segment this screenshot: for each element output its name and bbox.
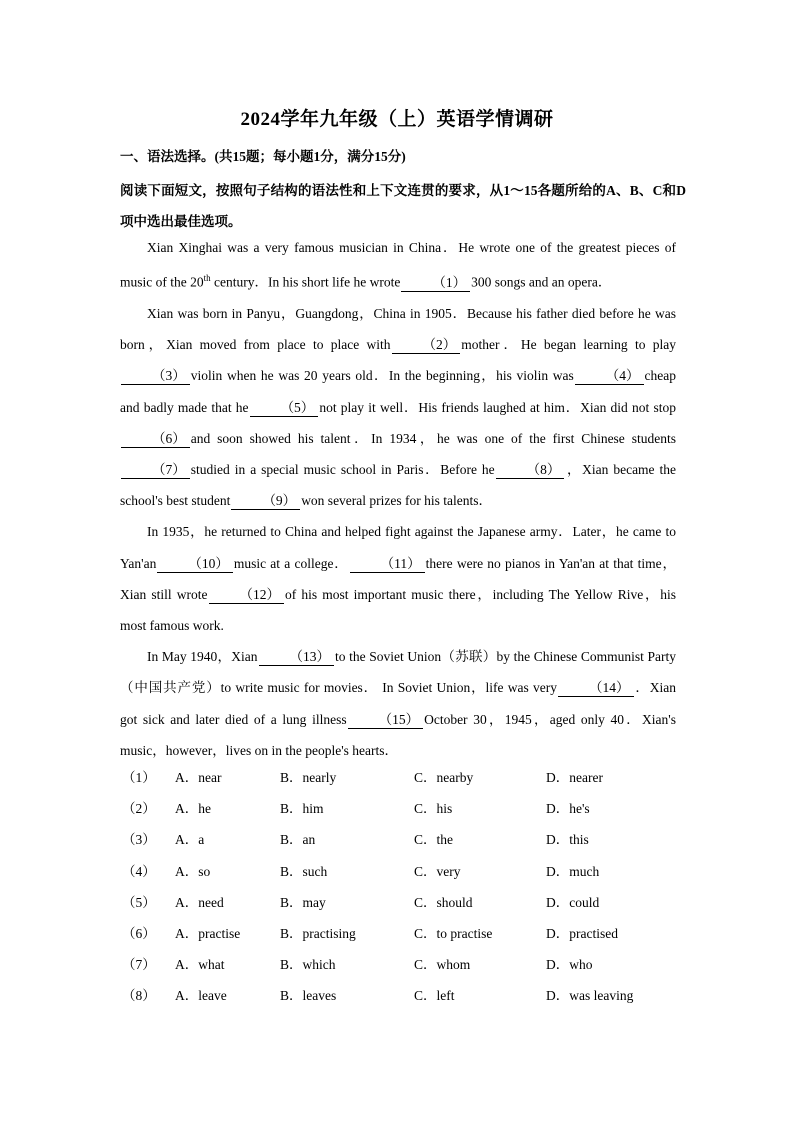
blank-4[interactable]: （4）	[575, 368, 644, 385]
superscript: th	[203, 273, 211, 284]
option-row	[120, 980, 720, 1011]
option-d[interactable]: D．could	[546, 894, 600, 910]
question-number: （4）	[122, 863, 156, 879]
blank-1[interactable]: （1）	[401, 275, 470, 292]
option-a[interactable]: A．need	[175, 894, 224, 910]
question-number: （6）	[122, 925, 156, 941]
option-row	[120, 887, 720, 918]
option-row	[120, 918, 720, 949]
text: mother．He began learning to play	[461, 337, 676, 353]
text: studied in a special music school in Paris．Before he	[190, 461, 495, 477]
option-c[interactable]: C．the	[414, 832, 453, 848]
text: music at a college．	[233, 555, 349, 571]
option-b[interactable]: B．practising	[280, 925, 356, 941]
option-a[interactable]: A．practise	[175, 925, 241, 941]
option-b[interactable]: B．leaves	[280, 988, 337, 1004]
option-a[interactable]: A．leave	[175, 988, 227, 1004]
option-c[interactable]: C．left	[414, 988, 455, 1004]
option-c[interactable]: C．nearby	[414, 770, 474, 785]
question-number: （3）	[122, 832, 156, 848]
blank-13[interactable]: （13）	[259, 649, 335, 666]
option-b[interactable]: B．which	[280, 957, 336, 973]
blank-3[interactable]: （3）	[121, 368, 190, 385]
blank-7[interactable]: （7）	[121, 462, 190, 479]
question-number: （5）	[122, 894, 156, 910]
option-c[interactable]: C．his	[414, 801, 453, 817]
text: of his most important music there，including The Yellow Rive，his most famous work.	[120, 586, 676, 633]
option-row	[120, 793, 720, 824]
paragraph-4	[120, 641, 676, 766]
option-a[interactable]: A．what	[175, 957, 225, 973]
paragraph-2	[120, 298, 676, 516]
passage	[120, 232, 676, 766]
option-a[interactable]: A．near	[175, 770, 222, 785]
option-row	[120, 824, 720, 855]
blank-2[interactable]: （2）	[392, 337, 461, 354]
option-b[interactable]: B．an	[280, 832, 316, 848]
text: century．In his short life he wrote	[210, 274, 401, 290]
blank-6[interactable]: （6）	[121, 431, 190, 448]
blank-11[interactable]: （11）	[350, 556, 425, 573]
option-c[interactable]: C．very	[414, 863, 461, 879]
option-d[interactable]: D．was leaving	[546, 988, 634, 1004]
paragraph-1	[120, 232, 676, 298]
question-number: （8）	[122, 988, 156, 1004]
text: In May 1940，Xian	[147, 649, 258, 665]
text: 300 songs and an opera．	[471, 274, 612, 290]
option-a[interactable]: A．a	[175, 832, 205, 848]
options-list	[120, 762, 720, 1012]
text: ．Xian got sick and later died of a lung illness	[120, 680, 676, 727]
option-b[interactable]: B．nearly	[280, 770, 337, 785]
text: won several prizes for his talents．	[301, 493, 493, 509]
instructions: 阅读下面短文，按照句子结构的语法性和上下文连贯的要求，从1～15各题所给的A、B、C和D项中选出最佳选项。	[120, 183, 686, 229]
blank-12[interactable]: （12）	[209, 587, 285, 604]
blank-8[interactable]: （8）	[496, 462, 565, 479]
option-a[interactable]: A．he	[175, 801, 211, 817]
question-number: （1）	[122, 770, 156, 785]
option-d[interactable]: D．who	[546, 957, 593, 973]
option-b[interactable]: B．may	[280, 894, 326, 910]
option-row	[120, 762, 720, 793]
text: there were no pianos in Yan'an at that time，Xian still wrote	[120, 555, 676, 602]
blank-15[interactable]: （15）	[348, 712, 424, 729]
option-d[interactable]: D．this	[546, 832, 589, 848]
text: violin when he was 20 years old．In the beginning，his violin was	[190, 368, 574, 384]
question-number: （2）	[122, 801, 156, 817]
section-heading: 一、语法选择。(共15题；每小题1分，满分15分)	[120, 149, 406, 164]
question-number: （7）	[122, 957, 156, 973]
blank-10[interactable]: （10）	[157, 556, 233, 573]
text: to the Soviet Union（苏联）by the Chinese Communist Party（中国共产党）to write music for movies． In Soviet Union，life was very	[120, 649, 676, 696]
text: In 1935，he returned to China and helped fight against the Japanese army．Later，he came to Yan'an	[120, 524, 676, 571]
text: not play it well．His friends laughed at him．Xian did not stop	[319, 399, 676, 415]
option-c[interactable]: C．whom	[414, 957, 471, 973]
blank-5[interactable]: （5）	[250, 400, 319, 417]
option-d[interactable]: D．nearer	[546, 770, 603, 785]
option-d[interactable]: D．he's	[546, 801, 590, 817]
option-row	[120, 949, 720, 980]
text: and soon showed his talent．In 1934，he was one of the first Chinese students	[190, 430, 676, 446]
text: Xian was born in Panyu，Guangdong，China in 1905．Because his father died before he was born，Xian moved from place to place with	[120, 305, 676, 353]
option-c[interactable]: C．to practise	[414, 925, 493, 941]
option-b[interactable]: B．such	[280, 863, 328, 879]
page-title: 2024学年九年级（上）英语学情调研	[240, 109, 554, 130]
option-a[interactable]: A．so	[175, 863, 211, 879]
paragraph-3	[120, 516, 676, 641]
option-b[interactable]: B．him	[280, 801, 324, 817]
option-c[interactable]: C．should	[414, 894, 473, 910]
option-row	[120, 856, 720, 887]
blank-14[interactable]: （14）	[558, 680, 634, 697]
blank-9[interactable]: （9）	[231, 493, 300, 510]
text: ，Xian became the school's best student	[120, 461, 677, 509]
text: October 30，1945，aged only 40．Xian's music，however，lives on in the people's hearts．	[120, 711, 676, 758]
option-d[interactable]: D．much	[546, 863, 600, 879]
text: cheap and badly made that he	[120, 368, 676, 415]
option-d[interactable]: D．practised	[546, 925, 618, 941]
text: Xian Xinghai was a very famous musician in China．He wrote one of the greatest pieces of music of the 20	[120, 240, 676, 290]
